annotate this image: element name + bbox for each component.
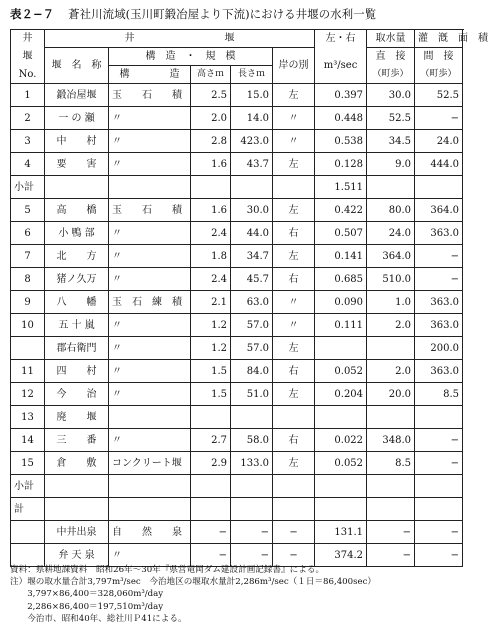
indirect-area-cell: 363.0 (415, 314, 463, 337)
bank-side-cell: 右 (273, 429, 315, 452)
table-row (11, 475, 463, 498)
intake-volume-cell: 0.204 (315, 383, 367, 406)
bank-side-cell (273, 406, 315, 429)
height-m-cell: 2.9 (191, 452, 231, 475)
length-m-cell: 57.0 (231, 314, 273, 337)
bank-side-cell: 左 (273, 199, 315, 222)
direct-area-cell: 364.0 (367, 245, 415, 268)
height-m-cell (191, 406, 231, 429)
header-no-bot: No. (11, 66, 45, 84)
bank-side-cell (273, 475, 315, 498)
height-m-cell: 1.5 (191, 383, 231, 406)
header-bank-top: 左・右 (315, 30, 367, 48)
bank-side-cell: 左 (273, 84, 315, 107)
table-row (11, 452, 463, 475)
direct-area-cell (367, 176, 415, 199)
height-m-cell: 1.2 (191, 337, 231, 360)
bank-side-cell: 左 (273, 452, 315, 475)
footnote: 今治市、昭和40年、総社川Ｐ41による。 (10, 613, 187, 624)
header-structure-group: 構 造 ・ 規 模 (109, 48, 273, 66)
table-row (11, 84, 463, 107)
structure-cell (109, 498, 191, 521)
header-direct-unit: （町歩） (367, 66, 415, 84)
table-row (11, 337, 463, 360)
table-row (11, 107, 463, 130)
weir-name-cell: 高 橋 (45, 199, 109, 222)
intake-volume-cell: 0.052 (315, 360, 367, 383)
weir-no-cell: 5 (11, 199, 45, 222)
length-m-cell: 84.0 (231, 360, 273, 383)
structure-cell: 〃 (109, 544, 191, 567)
height-m-cell: 1.6 (191, 199, 231, 222)
intake-volume-cell: 0.111 (315, 314, 367, 337)
length-m-cell: 34.7 (231, 245, 273, 268)
intake-volume-cell: 131.1 (315, 521, 367, 544)
length-m-cell: 30.0 (231, 199, 273, 222)
table-row (11, 406, 463, 429)
structure-cell: 〃 (109, 429, 191, 452)
structure-cell: 玉 石 練 積 (109, 291, 191, 314)
bank-side-cell: − (273, 544, 315, 567)
table-row (11, 153, 463, 176)
weir-no-cell: 15 (11, 452, 45, 475)
weir-no-cell: 10 (11, 314, 45, 337)
length-m-cell: 58.0 (231, 429, 273, 452)
bank-side-cell: 〃 (273, 130, 315, 153)
direct-area-cell: 2.0 (367, 360, 415, 383)
structure-cell: 玉 石 積 (109, 199, 191, 222)
weir-table (10, 29, 488, 567)
height-m-cell: 2.4 (191, 268, 231, 291)
intake-volume-cell: 0.052 (315, 452, 367, 475)
direct-area-cell: 34.5 (367, 130, 415, 153)
direct-area-cell (367, 337, 415, 360)
bank-side-cell: 〃 (273, 291, 315, 314)
structure-cell (109, 406, 191, 429)
intake-volume-cell: 1.511 (315, 176, 367, 199)
indirect-area-cell: 200.0 (415, 337, 463, 360)
length-m-cell: 45.7 (231, 268, 273, 291)
intake-volume-cell: 0.538 (315, 130, 367, 153)
weir-name-cell: 小 鴨 部 (45, 222, 109, 245)
height-m-cell (191, 176, 231, 199)
weir-no-cell: 2 (11, 107, 45, 130)
direct-area-cell: − (367, 544, 415, 567)
indirect-area-cell: 8.5 (415, 383, 463, 406)
structure-cell: 〃 (109, 314, 191, 337)
header-direct: 直 接 (367, 48, 415, 66)
table-number: 表２−７ (10, 7, 55, 21)
bank-side-cell: 左 (273, 245, 315, 268)
source-note: 資料：県耕地課資料 昭和26年〜30年『県営竜岡ダム建設計画記録書』による。 (10, 565, 325, 575)
bank-side-cell: 右 (273, 268, 315, 291)
structure-cell: 〃 (109, 222, 191, 245)
header-height: 高さｍ (191, 66, 231, 84)
indirect-area-cell: − (415, 429, 463, 452)
table-row (11, 268, 463, 291)
weir-name-cell: 北 方 (45, 245, 109, 268)
intake-volume-cell: 0.128 (315, 153, 367, 176)
height-m-cell: 2.5 (191, 84, 231, 107)
table-header (11, 30, 488, 84)
footnote: 2,286×86,400＝197,510m³/day (10, 601, 164, 612)
weir-no-cell (11, 521, 45, 544)
table-row (11, 199, 463, 222)
weir-no-cell: 計 (11, 498, 45, 521)
indirect-area-cell: − (415, 268, 463, 291)
height-m-cell (191, 475, 231, 498)
weir-no-cell: 8 (11, 268, 45, 291)
height-m-cell: 1.2 (191, 314, 231, 337)
indirect-area-cell: 444.0 (415, 153, 463, 176)
header-no-top: 井 (11, 30, 45, 48)
bank-side-cell (273, 176, 315, 199)
indirect-area-cell: 363.0 (415, 360, 463, 383)
direct-area-cell: 2.0 (367, 314, 415, 337)
weir-no-cell: 3 (11, 130, 45, 153)
weir-no-cell: 6 (11, 222, 45, 245)
header-name: 堰 名 称 (45, 48, 109, 84)
table-row (11, 360, 463, 383)
height-m-cell: 2.4 (191, 222, 231, 245)
weir-no-cell (11, 337, 45, 360)
weir-name-cell: 今 治 (45, 383, 109, 406)
table-row (11, 245, 463, 268)
weir-no-cell: 7 (11, 245, 45, 268)
length-m-cell: 57.0 (231, 337, 273, 360)
header-indirect: 間 接 (415, 48, 463, 66)
direct-area-cell: 20.0 (367, 383, 415, 406)
direct-area-cell (367, 498, 415, 521)
footnote: 注）堰の取水量合計3,797m³/sec 今治地区の堰取水量計2,286m³/sec（１日＝86,400sec） (10, 577, 377, 588)
bank-side-cell: 右 (273, 222, 315, 245)
header-intake: 取水量 (367, 30, 415, 48)
length-m-cell: − (231, 544, 273, 567)
direct-area-cell: 52.5 (367, 107, 415, 130)
table-row (11, 130, 463, 153)
weir-name-cell (45, 475, 109, 498)
indirect-area-cell: 52.5 (415, 84, 463, 107)
table-row (11, 498, 463, 521)
table-row (11, 314, 463, 337)
notes (10, 564, 466, 625)
weir-no-cell: 9 (11, 291, 45, 314)
weir-no-cell: 4 (11, 153, 45, 176)
weir-name-cell: 四 村 (45, 360, 109, 383)
weir-name-cell: 鍛冶屋堰 (45, 84, 109, 107)
weir-name-cell: 倉 敷 (45, 452, 109, 475)
height-m-cell: − (191, 544, 231, 567)
length-m-cell: 14.0 (231, 107, 273, 130)
bank-side-cell: 左 (273, 153, 315, 176)
structure-cell: 〃 (109, 130, 191, 153)
direct-area-cell: 348.0 (367, 429, 415, 452)
indirect-area-cell (415, 498, 463, 521)
height-m-cell: 2.1 (191, 291, 231, 314)
weir-name-cell: 中井出泉 (45, 521, 109, 544)
weir-name-cell: 弁 天 泉 (45, 544, 109, 567)
intake-volume-cell (315, 337, 367, 360)
height-m-cell: − (191, 521, 231, 544)
table-row (11, 291, 463, 314)
indirect-area-cell: 363.0 (415, 222, 463, 245)
weir-name-cell: 八 幡 (45, 291, 109, 314)
weir-name-cell (45, 176, 109, 199)
intake-volume-cell: 0.422 (315, 199, 367, 222)
intake-volume-cell: 0.397 (315, 84, 367, 107)
structure-cell: 〃 (109, 383, 191, 406)
indirect-area-cell: − (415, 245, 463, 268)
structure-cell: 〃 (109, 268, 191, 291)
header-length: 長さｍ (231, 66, 273, 84)
intake-volume-cell (315, 475, 367, 498)
length-m-cell: 44.0 (231, 222, 273, 245)
indirect-area-cell (415, 406, 463, 429)
height-m-cell: 1.8 (191, 245, 231, 268)
weir-no-cell: 小計 (11, 176, 45, 199)
table-row (11, 383, 463, 406)
weir-no-cell: 13 (11, 406, 45, 429)
bank-side-cell: 左 (273, 383, 315, 406)
intake-volume-cell: 0.141 (315, 245, 367, 268)
length-m-cell: 51.0 (231, 383, 273, 406)
direct-area-cell: 1.0 (367, 291, 415, 314)
weir-name-cell: 中 村 (45, 130, 109, 153)
direct-area-cell: 24.0 (367, 222, 415, 245)
indirect-area-cell: − (415, 107, 463, 130)
weir-no-cell: 12 (11, 383, 45, 406)
header-bank-bot: 岸の別 (273, 48, 315, 84)
table-row (11, 429, 463, 452)
bank-side-cell: 〃 (273, 314, 315, 337)
intake-volume-cell: 0.507 (315, 222, 367, 245)
height-m-cell: 2.0 (191, 107, 231, 130)
direct-area-cell: 510.0 (367, 268, 415, 291)
length-m-cell (231, 176, 273, 199)
intake-volume-cell: 0.022 (315, 429, 367, 452)
structure-cell: 〃 (109, 153, 191, 176)
direct-area-cell: 80.0 (367, 199, 415, 222)
intake-volume-cell (315, 498, 367, 521)
weir-name-cell: 要 害 (45, 153, 109, 176)
weir-no-cell: 1 (11, 84, 45, 107)
structure-cell: 〃 (109, 360, 191, 383)
length-m-cell: 133.0 (231, 452, 273, 475)
table-row (11, 222, 463, 245)
structure-cell (109, 475, 191, 498)
length-m-cell: 63.0 (231, 291, 273, 314)
intake-volume-cell: 0.090 (315, 291, 367, 314)
weir-name-cell: 廃 堰 (45, 406, 109, 429)
indirect-area-cell: − (415, 544, 463, 567)
intake-volume-cell (315, 406, 367, 429)
length-m-cell: 43.7 (231, 153, 273, 176)
header-indirect-unit: （町歩） (415, 66, 463, 84)
weir-name-cell: 三 番 (45, 429, 109, 452)
structure-cell: 〃 (109, 245, 191, 268)
header-weir-group: 井 堰 (45, 30, 315, 48)
length-m-cell (231, 498, 273, 521)
indirect-area-cell: − (415, 452, 463, 475)
direct-area-cell (367, 475, 415, 498)
structure-cell (109, 176, 191, 199)
indirect-area-cell (415, 176, 463, 199)
table-row (11, 176, 463, 199)
length-m-cell (231, 475, 273, 498)
indirect-area-cell: − (415, 521, 463, 544)
height-m-cell: 2.8 (191, 130, 231, 153)
structure-cell: コンクリート堰 (109, 452, 191, 475)
header-no-mid: 堰 (11, 48, 45, 66)
intake-volume-cell: 0.685 (315, 268, 367, 291)
weir-name-cell: 郡右衛門 (45, 337, 109, 360)
bank-side-cell: 左 (273, 337, 315, 360)
direct-area-cell: 8.5 (367, 452, 415, 475)
weir-name-cell: 五 十 嵐 (45, 314, 109, 337)
table-body (11, 84, 463, 567)
indirect-area-cell: 364.0 (415, 199, 463, 222)
intake-volume-cell: 0.448 (315, 107, 367, 130)
structure-cell: 〃 (109, 107, 191, 130)
bank-side-cell: 右 (273, 360, 315, 383)
height-m-cell (191, 498, 231, 521)
height-m-cell: 2.7 (191, 429, 231, 452)
weir-name-cell: 一 の 瀬 (45, 107, 109, 130)
height-m-cell: 1.6 (191, 153, 231, 176)
table-caption: 蒼社川流域(玉川町鍛冶屋より下流)における井堰の水利一覧 (68, 7, 377, 21)
length-m-cell: − (231, 521, 273, 544)
height-m-cell: 1.5 (191, 360, 231, 383)
bank-side-cell: 〃 (273, 107, 315, 130)
table-row (11, 521, 463, 544)
direct-area-cell: 30.0 (367, 84, 415, 107)
indirect-area-cell: 24.0 (415, 130, 463, 153)
structure-cell: 玉 石 積 (109, 84, 191, 107)
table-title (10, 6, 376, 22)
header-intake-unit: m³/sec (315, 48, 367, 84)
structure-cell: 〃 (109, 337, 191, 360)
weir-name-cell (45, 498, 109, 521)
length-m-cell (231, 406, 273, 429)
direct-area-cell: − (367, 521, 415, 544)
direct-area-cell (367, 406, 415, 429)
structure-cell: 自 然 泉 (109, 521, 191, 544)
direct-area-cell: 9.0 (367, 153, 415, 176)
indirect-area-cell: 363.0 (415, 291, 463, 314)
header-area-group: 灌 漑 面 積 (415, 30, 463, 48)
weir-no-cell: 小計 (11, 475, 45, 498)
weir-no-cell: 11 (11, 360, 45, 383)
footnote: 3,797×86,400＝328,060m³/day (10, 589, 164, 600)
weir-name-cell: 猪ノ久万 (45, 268, 109, 291)
bank-side-cell: − (273, 521, 315, 544)
header-structure: 構 造 (109, 66, 191, 84)
indirect-area-cell (415, 475, 463, 498)
bank-side-cell (273, 498, 315, 521)
length-m-cell: 15.0 (231, 84, 273, 107)
length-m-cell: 423.0 (231, 130, 273, 153)
weir-no-cell: 14 (11, 429, 45, 452)
intake-volume-cell: 374.2 (315, 544, 367, 567)
